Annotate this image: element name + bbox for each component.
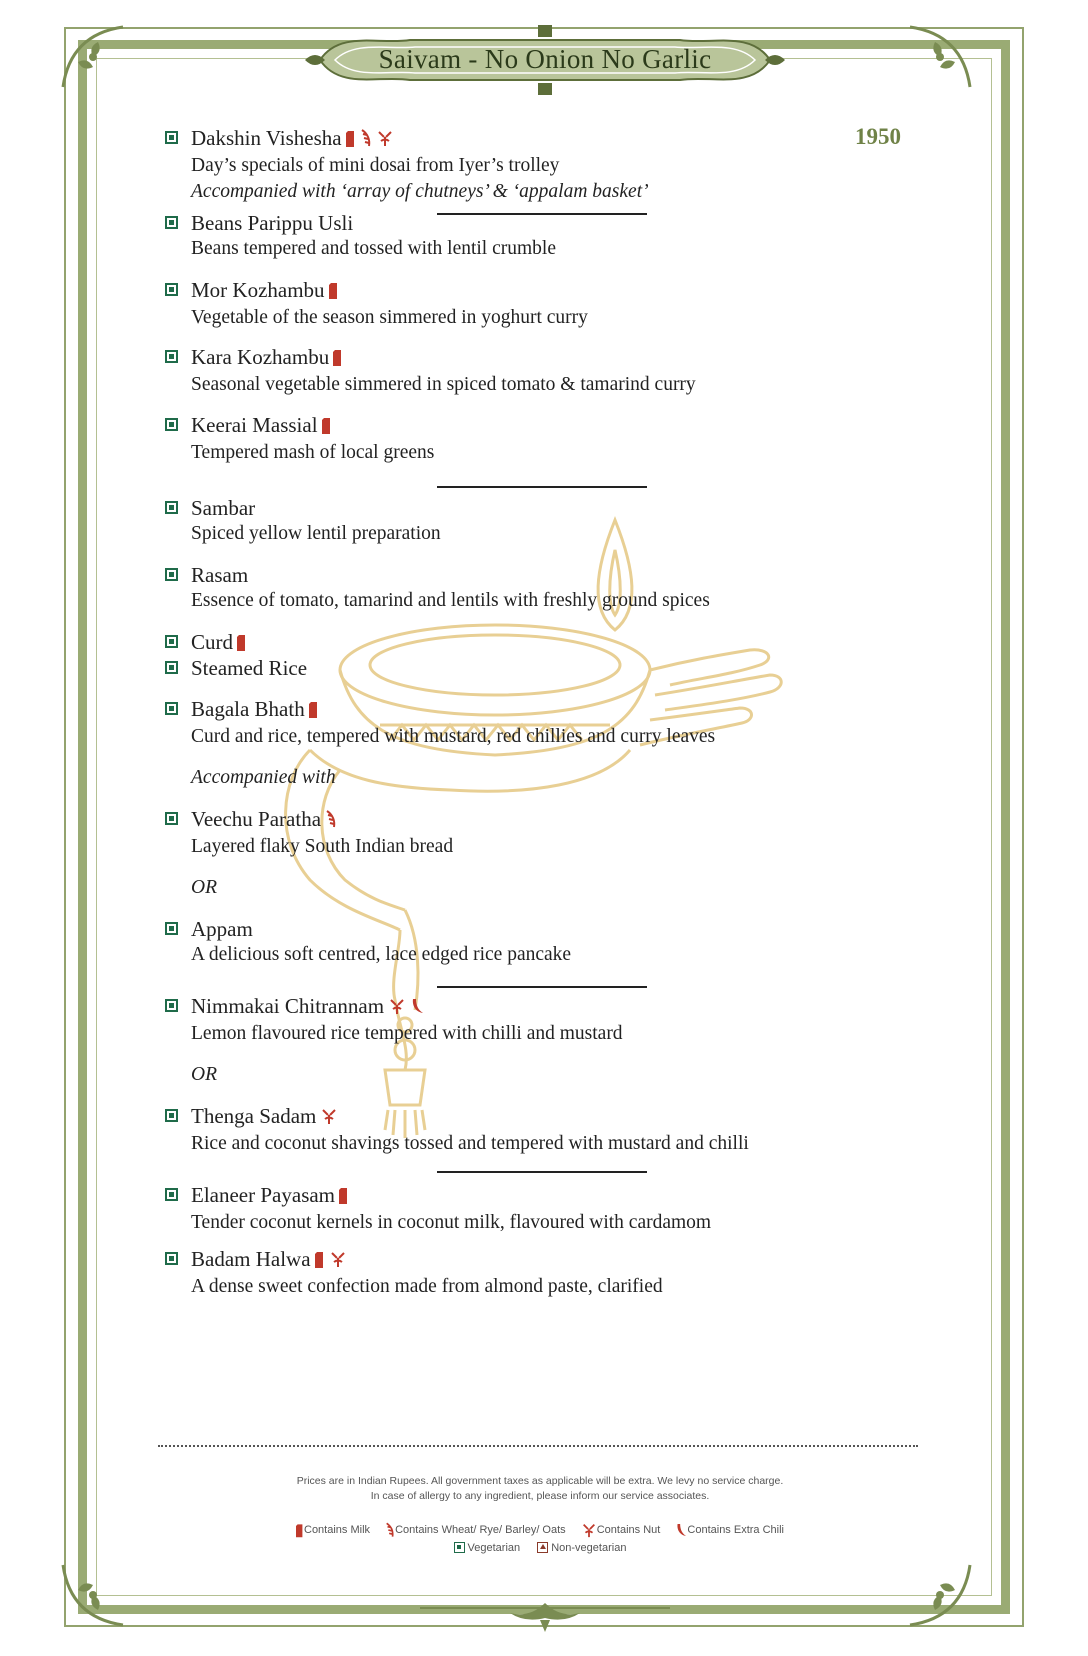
item-description: Rice and coconut shavings tossed and tempered with mustard and chilli bbox=[191, 1133, 749, 1154]
item-name: Steamed Rice bbox=[191, 656, 308, 680]
menu-item bbox=[165, 125, 649, 205]
chili-icon bbox=[675, 1522, 687, 1538]
menu-item bbox=[165, 696, 715, 750]
veg-icon bbox=[165, 283, 178, 296]
section-divider bbox=[437, 486, 647, 488]
menu-item bbox=[165, 495, 441, 547]
veg-icon bbox=[165, 131, 178, 144]
veg-icon bbox=[165, 216, 178, 229]
veg-icon bbox=[165, 812, 178, 825]
milk-icon bbox=[315, 1248, 325, 1274]
item-name: Beans Parippu Usli bbox=[191, 211, 354, 235]
legend-milk-label: Contains Milk bbox=[304, 1524, 371, 1536]
menu-item bbox=[165, 1103, 749, 1157]
legend-nut bbox=[581, 1522, 661, 1538]
legend bbox=[160, 1522, 920, 1541]
tax-note: Prices are in Indian Rupees. All government taxes as applicable will be extra. We levy no service charge. bbox=[296, 1475, 784, 1487]
item-description: A dense sweet confection made from almond paste, clarified bbox=[191, 1276, 663, 1297]
nut-icon bbox=[581, 1522, 597, 1538]
item-name: Bagala Bhath bbox=[191, 697, 305, 721]
nut-icon bbox=[329, 1248, 347, 1274]
item-description: Layered flaky South Indian bread bbox=[191, 836, 454, 857]
allergy-note: In case of allergy to any ingredient, please inform our service associates. bbox=[370, 1490, 710, 1502]
wheat-icon bbox=[360, 127, 372, 153]
milk-icon bbox=[237, 631, 247, 657]
item-name: Appam bbox=[191, 917, 253, 941]
item-description: Beans tempered and tossed with lentil crumble bbox=[191, 238, 556, 259]
corner-ornament-icon bbox=[905, 22, 975, 92]
legend-chili bbox=[675, 1522, 784, 1538]
veg-icon bbox=[165, 1188, 178, 1201]
accompanied-label: Accompanied with bbox=[191, 767, 336, 788]
item-name: Elaneer Payasam bbox=[191, 1183, 336, 1207]
section-divider bbox=[437, 1171, 647, 1173]
item-description: Seasonal vegetable simmered in spiced tomato & tamarind curry bbox=[191, 374, 696, 395]
menu-item bbox=[165, 1246, 663, 1300]
item-name: Badam Halwa bbox=[191, 1247, 311, 1271]
chili-icon bbox=[410, 995, 424, 1021]
item-name: Dakshin Vishesha bbox=[191, 126, 342, 150]
item-description: Essence of tomato, tamarind and lentils with freshly ground spices bbox=[191, 590, 710, 611]
item-description: Spiced yellow lentil preparation bbox=[191, 523, 441, 544]
legend-wheat-label: Contains Wheat/ Rye/ Barley/ Oats bbox=[395, 1524, 566, 1536]
page-title: Saivam - No Onion No Garlic bbox=[378, 44, 712, 74]
or-label: OR bbox=[191, 877, 217, 898]
item-name: Veechu Paratha bbox=[191, 807, 322, 831]
corner-ornament-icon bbox=[58, 22, 128, 92]
milk-icon bbox=[329, 279, 339, 305]
menu-item bbox=[165, 344, 696, 398]
legend-chili-label: Contains Extra Chili bbox=[687, 1524, 784, 1536]
item-accompaniment: Accompanied with ‘array of chutneys’ & ‘appalam basket’ bbox=[191, 181, 649, 202]
nonveg-icon bbox=[537, 1542, 548, 1553]
veg-icon bbox=[165, 350, 178, 363]
item-name: Thenga Sadam bbox=[191, 1104, 317, 1128]
menu-item bbox=[165, 1182, 711, 1236]
menu-item bbox=[165, 993, 623, 1047]
menu-item bbox=[165, 412, 434, 466]
veg-icon bbox=[165, 635, 178, 648]
veg-icon bbox=[165, 418, 178, 431]
milk-icon bbox=[339, 1184, 349, 1210]
item-description: A delicious soft centred, lace edged rice pancake bbox=[191, 944, 572, 965]
item-name: Nimmakai Chitrannam bbox=[191, 994, 385, 1018]
milk-icon bbox=[333, 346, 343, 372]
item-name: Sambar bbox=[191, 496, 256, 520]
footer-divider bbox=[158, 1445, 918, 1447]
veg-icon bbox=[454, 1542, 465, 1553]
veg-icon bbox=[165, 702, 178, 715]
veg-icon bbox=[165, 1252, 178, 1265]
item-description: Lemon flavoured rice tempered with chilli and mustard bbox=[191, 1023, 623, 1044]
veg-icon bbox=[165, 999, 178, 1012]
item-description: Tempered mash of local greens bbox=[191, 442, 435, 463]
milk-icon bbox=[296, 1522, 304, 1538]
nut-icon bbox=[376, 127, 394, 153]
menu-item bbox=[165, 629, 247, 657]
menu-item bbox=[165, 916, 571, 968]
wheat-icon bbox=[385, 1522, 395, 1538]
wheat-icon bbox=[325, 808, 337, 834]
legend-nonveg-label: Non-vegetarian bbox=[551, 1542, 627, 1554]
or-label: OR bbox=[191, 1064, 217, 1085]
legend-milk bbox=[296, 1522, 370, 1538]
veg-icon bbox=[165, 1109, 178, 1122]
section-divider bbox=[437, 986, 647, 988]
item-description: Day’s specials of mini dosai from Iyer’s trolley bbox=[191, 155, 560, 176]
item-name: Curd bbox=[191, 630, 233, 654]
item-name: Kara Kozhambu bbox=[191, 345, 330, 369]
nut-icon bbox=[320, 1105, 338, 1131]
veg-icon bbox=[165, 568, 178, 581]
menu-item bbox=[165, 562, 710, 614]
price-label: 1950 bbox=[855, 124, 901, 149]
milk-icon bbox=[309, 698, 319, 724]
legend-diet bbox=[160, 1542, 920, 1554]
menu-item bbox=[165, 806, 453, 860]
item-name: Rasam bbox=[191, 563, 249, 587]
legend-veg-label: Vegetarian bbox=[467, 1542, 521, 1554]
veg-icon bbox=[165, 922, 178, 935]
item-description: Tender coconut kernels in coconut milk, flavoured with cardamom bbox=[191, 1212, 712, 1233]
corner-ornament-icon bbox=[905, 1560, 975, 1630]
item-name: Keerai Massial bbox=[191, 413, 318, 437]
veg-icon bbox=[165, 661, 178, 674]
menu-item bbox=[165, 655, 307, 681]
item-description: Vegetable of the season simmered in yoghurt curry bbox=[191, 307, 588, 328]
item-description: Curd and rice, tempered with mustard, red chillies and curry leaves bbox=[191, 726, 716, 747]
legend-wheat bbox=[385, 1522, 566, 1538]
veg-icon bbox=[165, 501, 178, 514]
legend-nut-label: Contains Nut bbox=[596, 1524, 661, 1536]
item-name: Mor Kozhambu bbox=[191, 278, 325, 302]
footer-note bbox=[160, 1474, 920, 1504]
corner-ornament-icon bbox=[58, 1560, 128, 1630]
nut-icon bbox=[388, 995, 406, 1021]
bottom-ornament-icon bbox=[420, 1598, 670, 1638]
menu-item bbox=[165, 210, 556, 262]
milk-icon bbox=[346, 127, 356, 153]
menu-item bbox=[165, 277, 588, 331]
milk-icon bbox=[322, 414, 332, 440]
